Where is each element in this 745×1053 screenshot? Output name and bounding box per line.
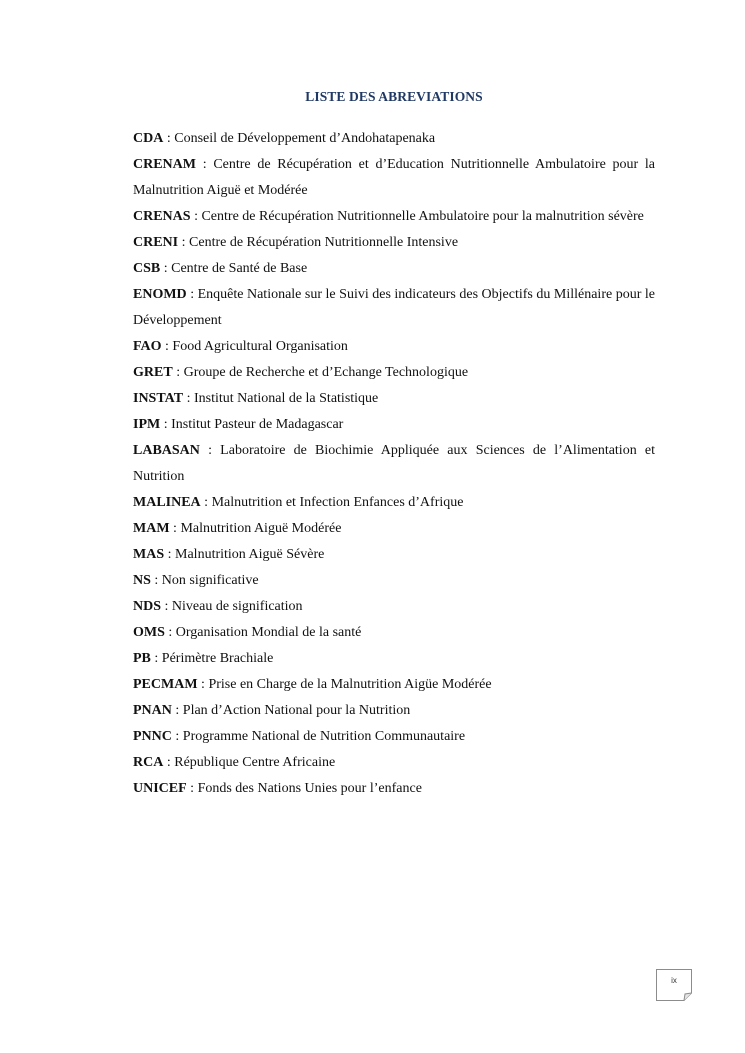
abbreviation-entry bbox=[133, 126, 655, 152]
abbreviation-definition: Food Agricultural Organisation bbox=[172, 339, 348, 354]
abbreviation-definition: Plan d’Action National pour la Nutrition bbox=[182, 703, 411, 718]
abbreviation-list bbox=[133, 126, 655, 802]
abbreviation-entry bbox=[133, 230, 655, 256]
abbreviation-term: NDS bbox=[133, 599, 162, 614]
abbreviation-term: PNNC bbox=[133, 729, 172, 744]
abbreviation-definition: Organisation Mondial de la santé bbox=[175, 625, 362, 640]
abbreviation-definition: Programme National de Nutrition Communautaire bbox=[182, 729, 466, 744]
abbreviation-separator: : bbox=[164, 547, 176, 562]
abbreviation-entry bbox=[133, 542, 655, 568]
abbreviation-separator: : bbox=[197, 677, 209, 692]
abbreviation-term: RCA bbox=[133, 755, 164, 770]
abbreviation-separator: : bbox=[163, 131, 175, 146]
abbreviation-entry bbox=[133, 568, 655, 594]
abbreviation-term: LABASAN bbox=[133, 443, 200, 458]
abbreviation-separator: : bbox=[186, 781, 198, 796]
abbreviation-entry bbox=[133, 204, 655, 230]
abbreviation-term: FAO bbox=[133, 339, 162, 354]
page-number-box bbox=[656, 969, 692, 1001]
abbreviation-definition: République Centre Africaine bbox=[174, 755, 336, 770]
abbreviation-definition: Laboratoire de Biochimie Appliquée aux Sciences de l’Alimentation et Nutrition bbox=[133, 443, 655, 484]
abbreviation-definition: Enquête Nationale sur le Suivi des indicateurs des Objectifs du Millénaire pour le Développement bbox=[133, 287, 655, 328]
abbreviation-separator: : bbox=[169, 521, 181, 536]
abbreviation-separator: : bbox=[160, 417, 172, 432]
page-number: ix bbox=[671, 976, 677, 985]
abbreviation-entry bbox=[133, 412, 655, 438]
abbreviation-separator: : bbox=[183, 391, 194, 406]
abbreviation-entry bbox=[133, 516, 655, 542]
abbreviation-definition: Conseil de Développement d’Andohatapenaka bbox=[174, 131, 436, 146]
abbreviation-definition: Centre de Récupération et d’Education Nutritionnelle Ambulatoire pour la Malnutrition Aiguë et Modérée bbox=[133, 157, 656, 198]
abbreviation-separator: : bbox=[171, 729, 183, 744]
abbreviation-definition: Groupe de Recherche et d’Echange Technologique bbox=[183, 365, 469, 380]
abbreviation-definition: Prise en Charge de la Malnutrition Aigüe Modérée bbox=[208, 677, 492, 692]
abbreviation-definition: Institut National de la Statistique bbox=[193, 391, 379, 406]
abbreviation-term: PB bbox=[133, 651, 151, 666]
abbreviation-entry bbox=[133, 594, 655, 620]
abbreviation-separator: : bbox=[196, 157, 214, 172]
abbreviation-separator: : bbox=[200, 495, 212, 510]
abbreviation-definition: Périmètre Brachiale bbox=[161, 651, 274, 666]
abbreviation-definition: Institut Pasteur de Madagascar bbox=[171, 417, 344, 432]
abbreviation-term: NS bbox=[133, 573, 151, 588]
abbreviation-definition: Malnutrition Aiguë Sévère bbox=[175, 547, 325, 562]
abbreviation-term: MALINEA bbox=[133, 495, 201, 510]
page-title: LISTE DES ABREVIATIONS bbox=[305, 89, 483, 104]
abbreviation-entry bbox=[133, 672, 655, 698]
abbreviation-term: GRET bbox=[133, 365, 173, 380]
abbreviation-definition: Fonds des Nations Unies pour l’enfance bbox=[197, 781, 422, 796]
abbreviation-entry bbox=[133, 646, 655, 672]
abbreviation-entry bbox=[133, 256, 655, 282]
abbreviation-entry bbox=[133, 620, 655, 646]
abbreviation-entry bbox=[133, 282, 655, 334]
abbreviation-term: PECMAM bbox=[133, 677, 198, 692]
abbreviation-term: UNICEF bbox=[133, 781, 187, 796]
abbreviation-entry bbox=[133, 490, 655, 516]
abbreviation-separator: : bbox=[163, 755, 175, 770]
abbreviation-term: CRENAS bbox=[133, 209, 191, 224]
abbreviation-separator: : bbox=[161, 599, 172, 614]
abbreviation-term: MAS bbox=[133, 547, 165, 562]
abbreviation-term: OMS bbox=[133, 625, 165, 640]
abbreviation-term: CDA bbox=[133, 131, 164, 146]
abbreviation-entry bbox=[133, 724, 655, 750]
abbreviation-separator: : bbox=[178, 235, 190, 250]
abbreviation-entry bbox=[133, 438, 655, 490]
abbreviation-definition: Malnutrition Aiguë Modérée bbox=[180, 521, 342, 536]
abbreviation-entry bbox=[133, 334, 655, 360]
abbreviation-entry bbox=[133, 750, 655, 776]
abbreviation-separator: : bbox=[150, 573, 162, 588]
abbreviation-term: MAM bbox=[133, 521, 170, 536]
abbreviation-term: CRENI bbox=[133, 235, 179, 250]
abbreviation-entry bbox=[133, 152, 655, 204]
abbreviation-term: ENOMD bbox=[133, 287, 187, 302]
abbreviation-entry bbox=[133, 386, 655, 412]
abbreviation-entry bbox=[133, 776, 655, 802]
abbreviation-separator: : bbox=[186, 287, 198, 302]
abbreviation-separator: : bbox=[190, 209, 202, 224]
abbreviation-entry bbox=[133, 360, 655, 386]
abbreviation-separator: : bbox=[164, 625, 176, 640]
abbreviation-definition: Centre de Santé de Base bbox=[171, 261, 308, 276]
abbreviation-term: CRENAM bbox=[133, 157, 196, 172]
abbreviation-separator: : bbox=[171, 703, 183, 718]
abbreviation-definition: Malnutrition et Infection Enfances d’Afrique bbox=[211, 495, 464, 510]
abbreviation-separator: : bbox=[160, 261, 172, 276]
abbreviation-definition: Centre de Récupération Nutritionnelle Intensive bbox=[189, 235, 459, 250]
abbreviation-term: CSB bbox=[133, 261, 161, 276]
abbreviation-separator: : bbox=[150, 651, 162, 666]
abbreviation-term: INSTAT bbox=[133, 391, 184, 406]
folded-corner-page-icon bbox=[656, 969, 692, 1001]
abbreviation-definition: Niveau de signification bbox=[171, 599, 303, 614]
abbreviation-definition: Non significative bbox=[161, 573, 259, 588]
abbreviation-separator: : bbox=[199, 443, 221, 458]
abbreviation-definition: Centre de Récupération Nutritionnelle Ambulatoire pour la malnutrition sévère bbox=[201, 209, 644, 224]
abbreviation-entry bbox=[133, 698, 655, 724]
abbreviation-term: PNAN bbox=[133, 703, 172, 718]
abbreviation-term: IPM bbox=[133, 417, 161, 432]
abbreviation-separator: : bbox=[172, 365, 184, 380]
abbreviation-separator: : bbox=[161, 339, 173, 354]
